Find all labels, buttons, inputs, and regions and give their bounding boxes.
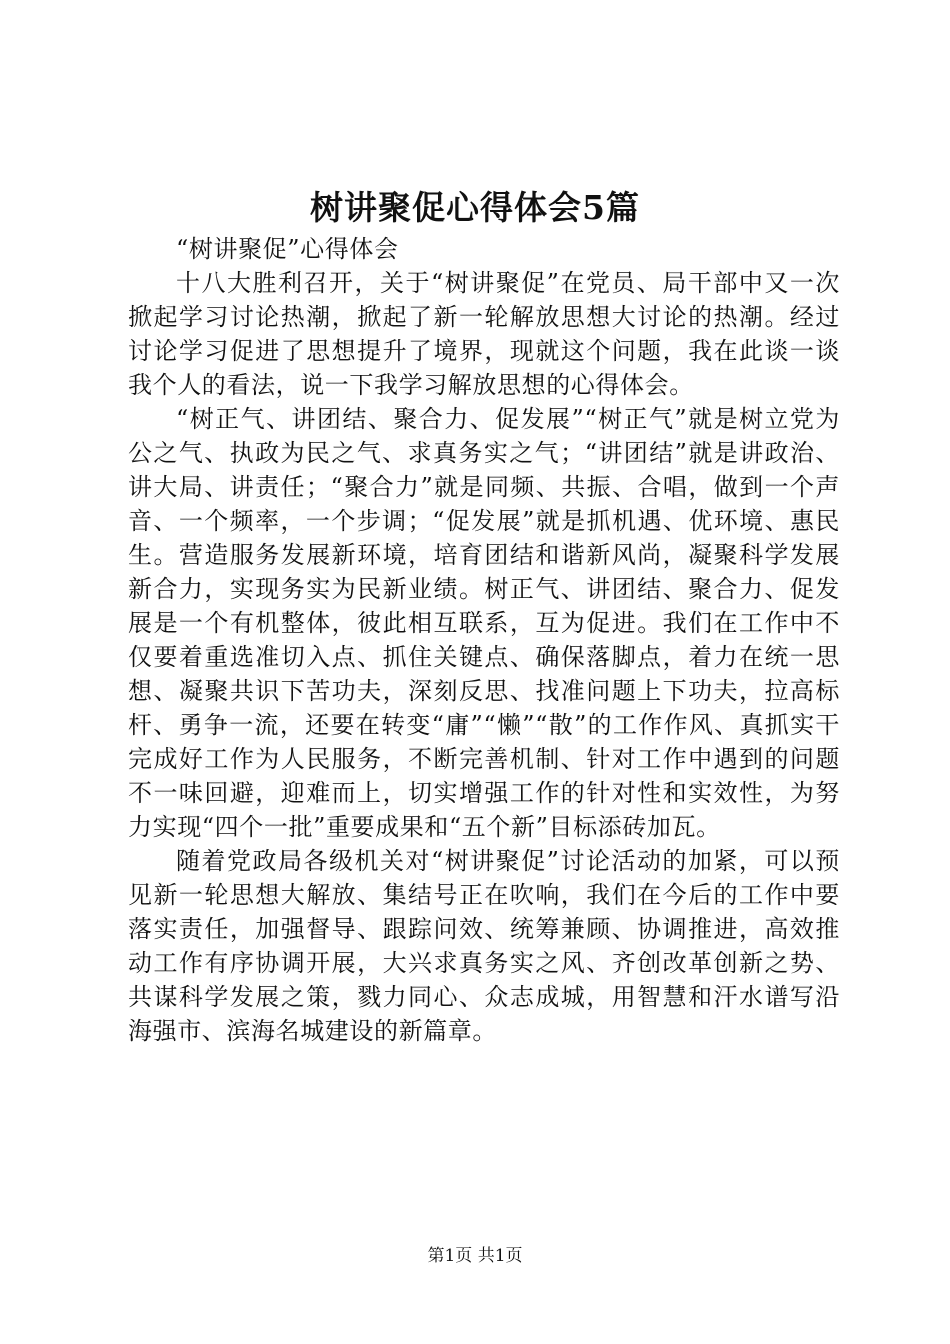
page-title: 树讲聚促心得体会5篇 (310, 188, 640, 227)
paragraph: “树正气、讲团结、聚合力、促发展”“树正气”就是树立党为公之气、执政为民之气、求真务实之气；“讲团结”就是讲政治、讲大局、讲责任；“聚合力”就是同频、共振、合唱，做到一个声音、一个频率，一个步调；“促发展”就是抓机遇、优环境、惠民生。营造服务发展新环境，培育团结和谐新风尚，凝聚科学发展新合力，实现务实为民新业绩。树正气、讲团结、聚合力、促发展是一个有机整体，彼此相互联系，互为促进。我们在工作中不仅要着重选准切入点、抓住关键点、确保落脚点，着力在统一思想、凝聚共识下苦功夫，深刻反思、找准问题上下功夫，拉高标杆、勇争一流，还要在转变“庸”“懒”“散”的工作作风、真抓实干完成好工作为人民服务，不断完善机制、针对工作中遇到的问题不一味回避，迎难而上，切实增强工作的针对性和实效性，为努力实现“四个一批”重要成果和“五个新”目标添砖加瓦。 (128, 405, 840, 841)
document-body (128, 232, 840, 1048)
document-subtitle: “树讲聚促”心得体会 (176, 235, 399, 263)
page-footer: 第1页 共1页 (427, 1246, 523, 1266)
paragraph: 随着党政局各级机关对“树讲聚促”讨论活动的加紧，可以预见新一轮思想大解放、集结号正在吹响，我们在今后的工作中要落实责任，加强督导、跟踪问效、统筹兼顾、协调推进，高效推动工作有序协调开展，大兴求真务实之风、齐创改革创新之势、共谋科学发展之策，戮力同心、众志成城，用智慧和汗水谱写沿海强市、滨海名城建设的新篇章。 (128, 847, 840, 1045)
paragraph: 十八大胜利召开，关于“树讲聚促”在党员、局干部中又一次掀起学习讨论热潮，掀起了新一轮解放思想大讨论的热潮。经过讨论学习促进了思想提升了境界，现就这个问题，我在此谈一谈我个人的看法，说一下我学习解放思想的心得体会。 (128, 269, 840, 399)
